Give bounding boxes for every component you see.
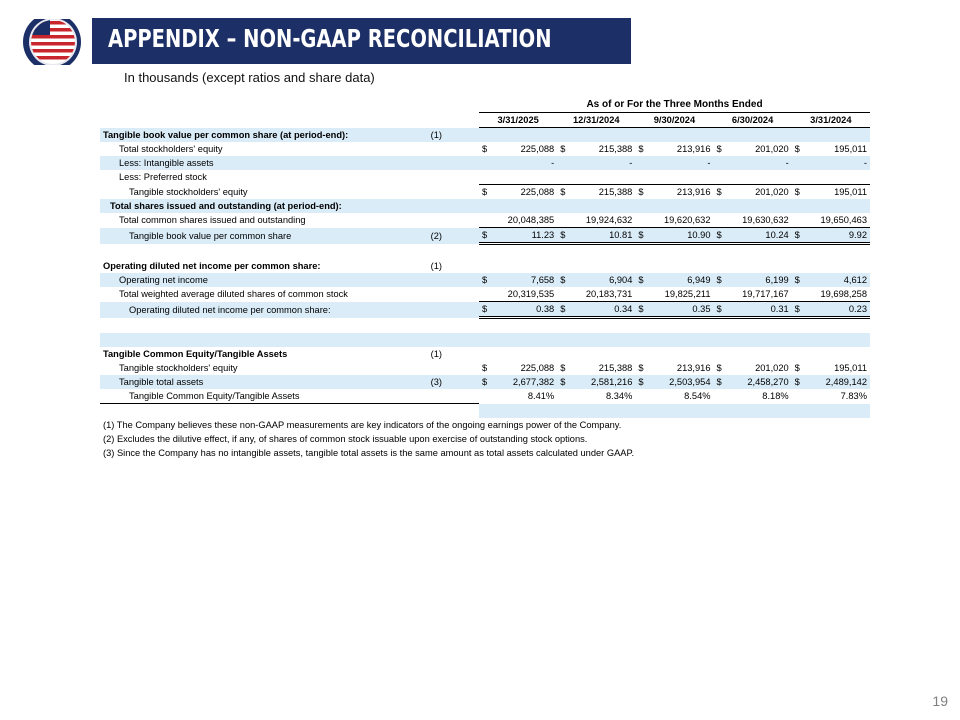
- dollar-sign: $: [479, 228, 490, 244]
- section-title: Total shares issued and outstanding (at period-end):: [100, 199, 428, 213]
- table-row: [100, 170, 870, 185]
- dollar-sign: $: [479, 273, 490, 287]
- date-header: 3/31/2024: [792, 113, 870, 128]
- cell-value: 2,489,142: [802, 375, 870, 389]
- cell-value: 8.18%: [762, 391, 789, 402]
- row-label: Tangible stockholders' equity: [119, 363, 238, 373]
- span-header-row: [100, 98, 870, 113]
- dollar-sign: $: [635, 273, 646, 287]
- date-header: 6/30/2024: [714, 113, 792, 128]
- spacer-row: [100, 318, 870, 334]
- row-label: Tangible stockholders' equity: [129, 186, 248, 197]
- table-row: [100, 228, 870, 244]
- dollar-sign: $: [635, 302, 646, 318]
- cell-value: -: [646, 156, 713, 170]
- section-header-row: [100, 259, 870, 273]
- note-ref: (2): [428, 228, 479, 244]
- row-label: Operating net income: [100, 273, 428, 287]
- dollar-sign: $: [792, 273, 803, 287]
- cell-value: 2,581,216: [568, 375, 635, 389]
- table-row: [100, 375, 870, 389]
- table-row: [100, 185, 870, 200]
- cell-value: 201,020: [755, 363, 789, 373]
- row-label: Tangible Common Equity/Tangible Assets: [129, 391, 300, 401]
- span-header: As of or For the Three Months Ended: [586, 99, 763, 110]
- reconciliation-table: [100, 98, 870, 460]
- table-row: [100, 302, 870, 318]
- cell-value: 8.54%: [684, 391, 711, 402]
- cell-value: 0.34: [568, 302, 635, 318]
- section-header-row: [100, 128, 870, 143]
- cell-value: 20,319,535: [507, 289, 555, 299]
- cell-value: 195,011: [802, 185, 870, 200]
- cell-value: 225,088: [490, 185, 557, 200]
- spacer-row: [100, 244, 870, 260]
- cell-value: 19,717,167: [742, 289, 789, 299]
- cell-value: 11.23: [490, 228, 557, 244]
- dollar-sign: $: [792, 375, 803, 389]
- dollar-sign: $: [635, 228, 646, 244]
- cell-value: 19,825,211: [664, 289, 711, 299]
- footnote-row: [100, 418, 870, 432]
- footnote-row: [100, 446, 870, 460]
- cell-value: 213,916: [676, 144, 711, 154]
- dollar-sign: $: [479, 375, 490, 389]
- row-label: Total stockholders' equity: [119, 144, 223, 154]
- dollar-sign: $: [557, 375, 568, 389]
- table-row: [100, 361, 870, 375]
- cell-value: 0.35: [646, 302, 713, 318]
- cell-value: 10.24: [724, 228, 791, 244]
- section-title: Tangible book value per common share (at period-end):: [100, 128, 428, 143]
- slide-title: APPENDIX – NON-GAAP RECONCILIATION: [108, 24, 552, 53]
- cell-value: 2,677,382: [490, 375, 557, 389]
- cell-value: 215,388: [598, 363, 633, 373]
- dollar-sign: $: [794, 363, 800, 373]
- dollar-sign: $: [792, 228, 803, 244]
- row-label: Operating diluted net income per common share:: [100, 302, 428, 318]
- dollar-sign: $: [716, 363, 722, 373]
- row-label: Total weighted average diluted shares of common stock: [119, 289, 348, 300]
- dollar-sign: $: [714, 302, 725, 318]
- note-ref: (1): [430, 349, 443, 359]
- slide-subtitle: In thousands (except ratios and share data): [124, 70, 375, 85]
- dollar-sign: $: [714, 185, 725, 200]
- cell-value: 225,088: [520, 363, 555, 373]
- cell-value: 225,088: [520, 144, 555, 154]
- footnote: (3) Since the Company has no intangible assets, tangible total assets is the same amount as total assets calculated under GAAP.: [103, 448, 635, 458]
- cell-value: 19,698,258: [820, 289, 867, 299]
- dollar-sign: $: [716, 144, 722, 154]
- section-title: Operating diluted net income per common share:: [103, 261, 321, 271]
- row-label: Tangible total assets: [100, 375, 428, 389]
- cell-value: 7.83%: [840, 391, 867, 402]
- cell-value: 8.34%: [605, 391, 633, 402]
- dollar-sign: $: [714, 228, 725, 244]
- cell-value: 19,650,463: [820, 215, 867, 225]
- footnote: (2) Excludes the dilutive effect, if any, of shares of common stock issuable upon exercise of outstanding stock options.: [103, 434, 588, 444]
- table-row: [100, 213, 870, 228]
- cell-value: -: [490, 156, 557, 170]
- dollar-sign: $: [557, 228, 568, 244]
- cell-value: 215,388: [598, 144, 633, 154]
- cell-value: 2,458,270: [724, 375, 791, 389]
- dollar-sign: $: [794, 144, 800, 154]
- cell-value: 19,620,632: [663, 215, 711, 225]
- cell-value: 19,630,632: [742, 215, 789, 225]
- row-label: Less: Intangible assets: [100, 156, 428, 170]
- cell-value: 213,916: [676, 363, 711, 373]
- note-ref: (1): [430, 261, 443, 271]
- note-ref: (1): [428, 128, 479, 143]
- table-row: [100, 389, 870, 404]
- dollar-sign: $: [482, 144, 488, 154]
- cell-value: 4,612: [802, 273, 870, 287]
- date-header: 3/31/2025: [479, 113, 557, 128]
- cell-value: 0.31: [724, 302, 791, 318]
- cell-value: 0.38: [490, 302, 557, 318]
- dollar-sign: $: [557, 302, 568, 318]
- cell-value: 2,503,954: [646, 375, 713, 389]
- dollar-sign: $: [560, 363, 566, 373]
- cell-value: 7,658: [490, 273, 557, 287]
- cell-value: 195,011: [834, 363, 867, 373]
- date-header: 12/31/2024: [557, 113, 635, 128]
- page-number: 19: [932, 693, 948, 709]
- dollar-sign: $: [714, 273, 725, 287]
- section-title: Tangible Common Equity/Tangible Assets: [103, 349, 288, 359]
- cell-value: 201,020: [724, 185, 791, 200]
- cell-value: 6,199: [724, 273, 791, 287]
- note-ref: (3): [428, 375, 479, 389]
- section-header-row: [100, 347, 870, 361]
- footnote-row: [100, 432, 870, 446]
- dollar-sign: $: [482, 363, 488, 373]
- dollar-sign: $: [792, 185, 803, 200]
- row-label: Total common shares issued and outstanding: [119, 215, 306, 226]
- cell-value: -: [802, 156, 870, 170]
- date-header: 9/30/2024: [635, 113, 713, 128]
- dollar-sign: $: [479, 302, 490, 318]
- section-header-row: [100, 199, 870, 213]
- dollar-sign: $: [557, 185, 568, 200]
- table-row: [100, 142, 870, 156]
- cell-value: 8.41%: [527, 391, 555, 402]
- table-row: [100, 273, 870, 287]
- dollar-sign: $: [635, 185, 646, 200]
- cell-value: 9.92: [802, 228, 870, 244]
- dollar-sign: $: [557, 273, 568, 287]
- cell-value: 195,011: [834, 144, 867, 154]
- cell-value: 20,183,731: [585, 289, 633, 299]
- row-label: Less: Preferred stock: [119, 172, 207, 183]
- cell-value: 213,916: [646, 185, 713, 200]
- cell-value: 0.23: [802, 302, 870, 318]
- dollar-sign: $: [635, 375, 646, 389]
- dollar-sign: $: [479, 185, 490, 200]
- cell-value: -: [724, 156, 791, 170]
- dollar-sign: $: [714, 375, 725, 389]
- date-header-row: [100, 113, 870, 128]
- footnote: (1) The Company believes these non-GAAP measurements are key indicators of the ongoing earnings power of the Company.: [103, 420, 622, 430]
- cell-value: 215,388: [568, 185, 635, 200]
- table-row: [100, 156, 870, 170]
- flag-circle-logo-icon: [20, 19, 86, 65]
- separator-row: [100, 404, 870, 419]
- dollar-sign: $: [638, 363, 644, 373]
- row-label: Tangible book value per common share: [100, 228, 428, 244]
- cell-value: 10.90: [646, 228, 713, 244]
- cell-value: 19,924,632: [585, 215, 633, 225]
- spacer-row: [100, 333, 870, 347]
- cell-value: 20,048,385: [507, 215, 555, 225]
- cell-value: 10.81: [568, 228, 635, 244]
- dollar-sign: $: [560, 144, 566, 154]
- cell-value: 6,904: [568, 273, 635, 287]
- cell-value: 6,949: [646, 273, 713, 287]
- cell-value: -: [568, 156, 635, 170]
- cell-value: 201,020: [755, 144, 789, 154]
- dollar-sign: $: [792, 302, 803, 318]
- table-row: [100, 287, 870, 302]
- dollar-sign: $: [638, 144, 644, 154]
